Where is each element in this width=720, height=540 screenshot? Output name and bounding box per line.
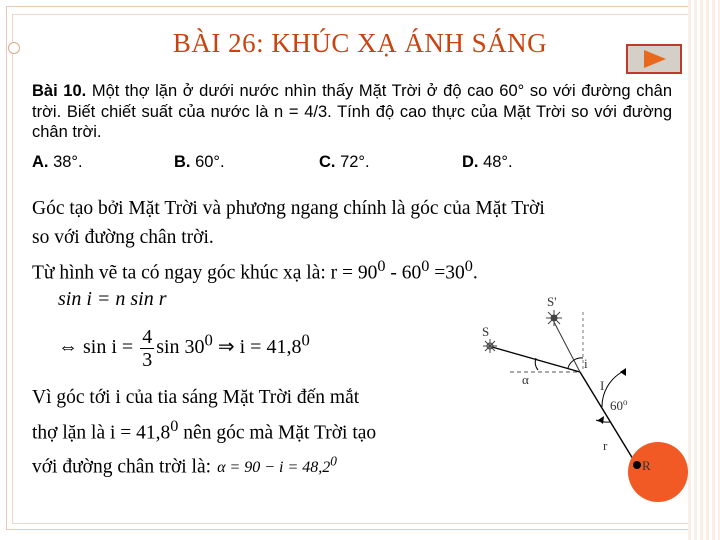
label-60 bbox=[610, 397, 628, 413]
choice-value: 72°. bbox=[335, 153, 370, 171]
observer-point bbox=[633, 461, 641, 469]
text-run: . bbox=[472, 262, 478, 284]
degree-sup: 0 bbox=[204, 330, 213, 350]
choice-value: 48°. bbox=[478, 153, 513, 171]
text-run: α = 90 − i = 48,2 bbox=[217, 458, 331, 476]
problem-label: Bài 10. bbox=[32, 82, 87, 100]
decorative-orange-circle bbox=[628, 442, 688, 502]
choice-letter: D. bbox=[462, 153, 479, 171]
text-run: Từ hình vẽ ta có ngay góc khúc xạ là: r = 90 bbox=[32, 262, 378, 284]
problem-statement bbox=[32, 81, 672, 143]
choice-value: 60°. bbox=[190, 153, 225, 171]
degree-sup: 0 bbox=[301, 330, 310, 350]
alpha-result bbox=[217, 453, 337, 476]
arrow-head bbox=[620, 368, 626, 376]
formula-part: sin 30 bbox=[156, 336, 205, 359]
choice-b bbox=[174, 153, 225, 172]
label-i: i bbox=[584, 356, 588, 371]
text-run: nên góc mà Mặt Trời tạo bbox=[178, 422, 377, 444]
fraction-numerator: 4 bbox=[142, 326, 153, 348]
label-alpha: α bbox=[522, 372, 529, 387]
decorative-dot bbox=[8, 42, 20, 54]
choice-letter: C. bbox=[319, 153, 336, 171]
choice-letter: B. bbox=[174, 153, 191, 171]
label-incidence-point: I bbox=[600, 378, 605, 393]
text-run: thợ lặn là i = 41,8 bbox=[32, 422, 171, 444]
choice-value: 38°. bbox=[48, 153, 83, 171]
choice-c bbox=[319, 153, 370, 172]
fraction-denominator: 3 bbox=[142, 349, 153, 371]
label-observer: R bbox=[642, 458, 651, 473]
next-slide-button[interactable] bbox=[626, 44, 682, 74]
problem-text: Một thợ lặn ở dưới nước nhìn thấy Mặt Trời ở độ cao 60° so với đường chân trời. Biết chiết suất của nước là n = 4/3. Tính độ cao thực của Mặt Trời so với đường chân trời. bbox=[32, 82, 672, 141]
play-icon bbox=[644, 50, 666, 68]
degree-sup: 0 bbox=[421, 257, 430, 275]
label-s-prime: S' bbox=[547, 294, 557, 309]
fraction bbox=[140, 326, 154, 371]
solution-paragraph-2 bbox=[32, 384, 452, 482]
arrow-head bbox=[598, 416, 604, 424]
text-run: với đường chân trời là: bbox=[32, 455, 212, 477]
degree-sup: 0 bbox=[377, 257, 386, 275]
apparent-ray bbox=[554, 322, 580, 372]
degree-sup: 0 bbox=[464, 257, 473, 275]
slide-title: BÀI 26: KHÚC XẠ ÁNH SÁNG bbox=[172, 28, 548, 58]
solution-line-2: so với đường chân trời. bbox=[32, 227, 214, 248]
label-s: S bbox=[482, 324, 490, 339]
sun-icon bbox=[546, 310, 562, 326]
solution-line-1: Góc tạo bởi Mặt Trời và phương ngang chính là góc của Mặt Trời bbox=[32, 198, 545, 219]
text-line: Vì góc tới i của tia sáng Mặt Trời đến mắt bbox=[32, 387, 360, 408]
snell-formula: sin i = n sin r bbox=[58, 288, 167, 310]
degree-sup: 0 bbox=[170, 417, 179, 435]
text-run: 60 bbox=[610, 398, 623, 413]
choice-a bbox=[32, 153, 83, 172]
formula-part: ⇒ i = 41,8 bbox=[212, 336, 302, 359]
sun-icon bbox=[483, 339, 497, 353]
degree-sup: o bbox=[623, 397, 628, 407]
text-run: =30 bbox=[429, 262, 465, 284]
answer-choices bbox=[32, 153, 672, 175]
degree-sup: 0 bbox=[330, 453, 337, 469]
refraction-diagram bbox=[470, 292, 688, 492]
text-line bbox=[32, 412, 452, 448]
text-line bbox=[32, 448, 452, 482]
label-r: r bbox=[603, 438, 608, 453]
choice-d bbox=[462, 153, 513, 172]
decorative-stripe-band bbox=[688, 0, 720, 540]
choice-letter: A. bbox=[32, 153, 49, 171]
snell-computation bbox=[58, 326, 310, 371]
solution-line-3 bbox=[32, 252, 478, 288]
text-run: - 60 bbox=[385, 262, 422, 284]
formula-part: ⇔ sin i = bbox=[58, 336, 139, 359]
